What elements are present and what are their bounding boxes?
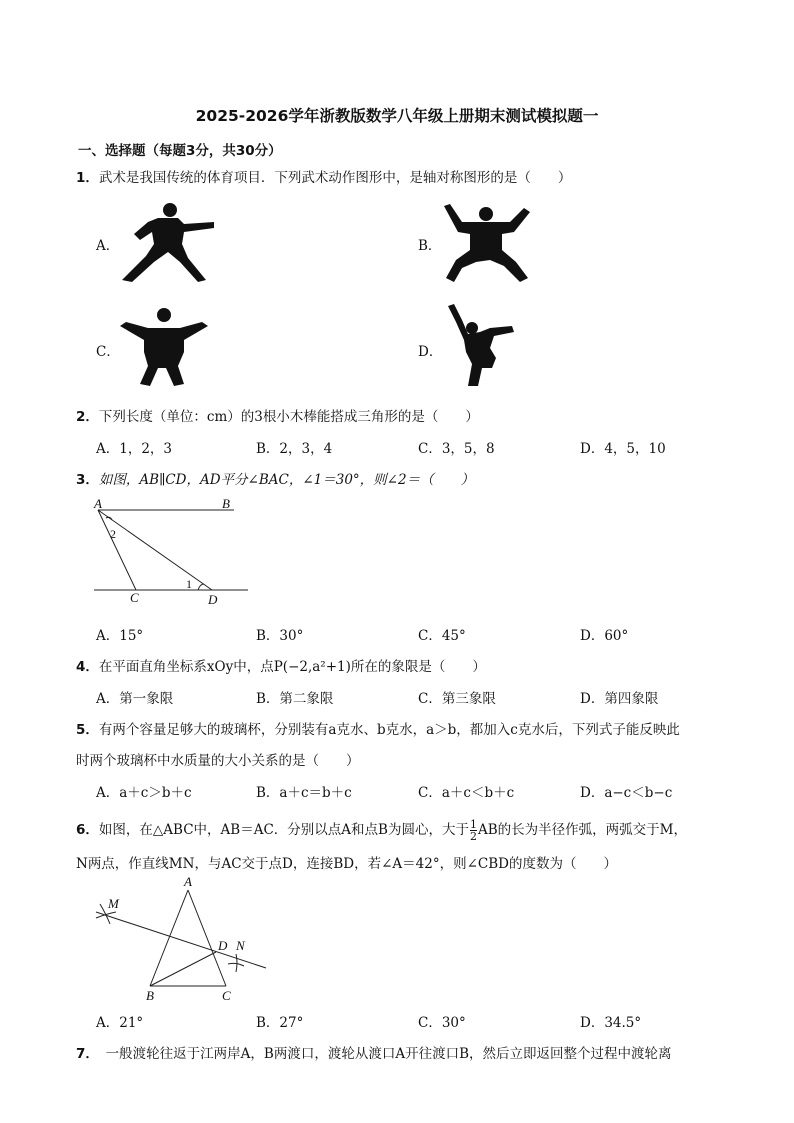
q5-option-b: B．a＋c＝b＋c (256, 785, 352, 801)
q2-option-d: D．4，5，10 (580, 441, 666, 457)
question-text: 一般渡轮往返于江两岸A，B两渡口，渡轮从渡口A开往渡口B，然后立即返回整个过程中渡轮离 (92, 1046, 672, 1062)
q6-option-d: D．34.5° (580, 1015, 642, 1031)
q1-option-a: A． (96, 238, 120, 254)
figure-label: D (208, 592, 218, 607)
figure-label: 1 (186, 577, 192, 591)
q4-option-c: C．第三象限 (418, 691, 496, 707)
question-5 (76, 718, 680, 738)
q6-option-b: B．27° (256, 1015, 304, 1031)
martial-arts-figure-d-image (442, 302, 516, 388)
question-number: 1． (76, 170, 99, 186)
parallel-lines-figure (88, 494, 258, 612)
question-text-line-1: 有两个容量足够大的玻璃杯，分别装有a克水、b克水，a＞b，都加入c克水后，下列式子能反映此 (98, 722, 680, 738)
figure-label: C (222, 988, 231, 1003)
figure-label: C (130, 590, 139, 605)
page-title: 2025-2026学年浙教版数学八年级上册期末测试模拟题一 (195, 107, 599, 125)
question-6-continued: N两点，作直线MN，与AC交于点D，连接BD，若∠A＝42°，则∠CBD的度数为（ ） (76, 856, 617, 872)
q2-option-c: C．3，5，8 (418, 441, 495, 457)
question-text: 下列长度（单位：cm）的3根小木棒能搭成三角形的是（ ） (98, 409, 479, 425)
q6-option-c: C．30° (418, 1015, 466, 1031)
question-number: 4． (76, 659, 99, 675)
question-7 (76, 1042, 672, 1062)
q1-option-c: C． (96, 344, 120, 360)
q5-option-d: D．a−c＜b−c (580, 785, 673, 801)
q5-option-c: C．a＋c＜b＋c (418, 785, 515, 801)
question-1 (76, 166, 571, 186)
martial-arts-figure-b-image (440, 200, 532, 284)
question-text: 如图，AB∥CD，AD平分∠BAC，∠1＝30°，则∠2＝（ ） (98, 472, 475, 488)
question-4 (76, 655, 486, 675)
q1-option-d: D． (418, 344, 443, 360)
question-number: 7． (76, 1046, 93, 1062)
question-number: 6． (76, 822, 99, 838)
figure-label: M (108, 896, 119, 911)
q3-option-c: C．45° (418, 628, 466, 644)
question-3 (76, 468, 474, 488)
section-heading: 一、选择题（每题3分，共30分） (78, 143, 282, 159)
q4-option-b: B．第二象限 (256, 691, 334, 707)
q1-option-b: B． (418, 238, 442, 254)
fraction-one-half: $\frac{1}{2}$ (469, 818, 477, 843)
figure-label: B (222, 496, 230, 511)
q3-option-d: D．60° (580, 628, 629, 644)
figure-label: 2 (110, 527, 116, 541)
question-number: 5． (76, 722, 99, 738)
q3-option-b: B．30° (256, 628, 304, 644)
figure-label: N (236, 938, 245, 953)
q6-option-a: A．21° (96, 1015, 144, 1031)
question-text-part-2: AB的长为半径作弧，两弧交于M， (477, 822, 687, 838)
q4-option-a: A．第一象限 (96, 691, 174, 707)
q4-option-d: D．第四象限 (580, 691, 659, 707)
question-text: 在平面直角坐标系xOy中，点P(−2,a²+1)所在的象限是（ ） (98, 659, 486, 675)
q5-option-a: A．a＋c＞b＋c (96, 785, 192, 801)
triangle-construction-figure (88, 874, 274, 1004)
q3-option-a: A．15° (96, 628, 144, 644)
q2-option-a: A．1，2，3 (96, 441, 173, 457)
question-number: 3． (76, 472, 99, 488)
figure-label: B (146, 988, 154, 1003)
figure-label: A (94, 496, 102, 511)
question-6 (76, 818, 687, 842)
q2-option-b: B．2，3，4 (256, 441, 333, 457)
martial-arts-figure-c-image (118, 306, 210, 388)
question-text: 武术是我国传统的体育项目．下列武术动作图形中，是轴对称图形的是（ ） (98, 170, 572, 186)
question-text-part-1: 如图，在△ABC中，AB＝AC．分别以点A和点B为圆心，大于 (98, 822, 469, 838)
question-2 (76, 405, 479, 425)
figure-label: A (184, 874, 192, 889)
question-number: 2． (76, 409, 99, 425)
figure-label: D (218, 938, 228, 953)
martial-arts-figure-a-image (118, 200, 218, 284)
question-5-continued: 时两个玻璃杯中水质量的大小关系的是（ ） (76, 753, 360, 769)
